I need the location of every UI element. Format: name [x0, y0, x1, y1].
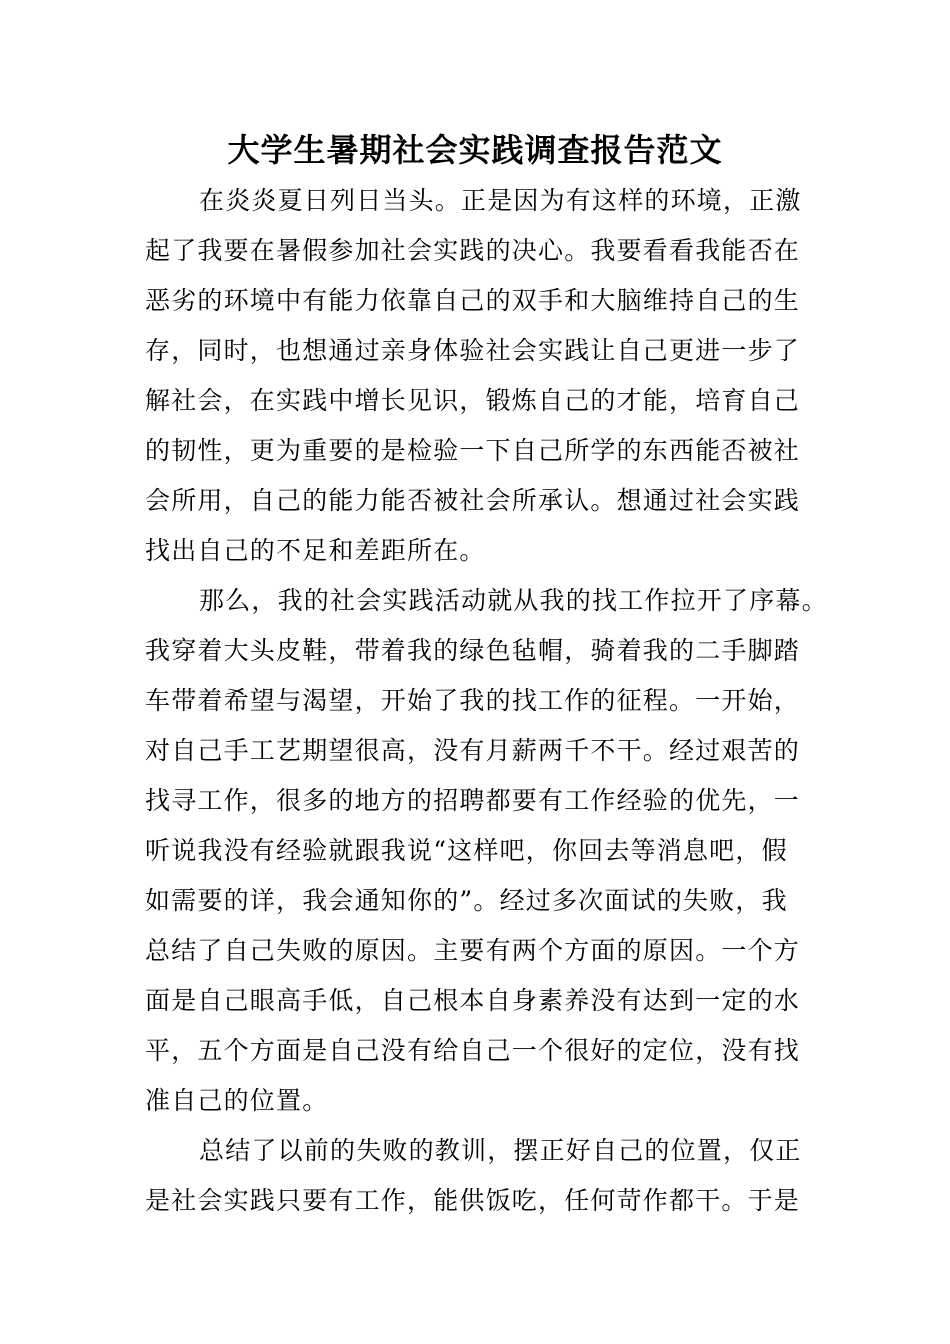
paragraph-3 — [145, 1126, 807, 1226]
text-line: 存，同时，也想通过亲身体验社会实践让自己更进一步了 — [145, 336, 801, 365]
text-line: 起了我要在暑假参加社会实践的决心。我要看看我能否在 — [145, 236, 801, 265]
text-line: 恶劣的环境中有能力依靠自己的双手和大脑维持自己的生 — [145, 286, 801, 315]
text-line: 面是自己眼高手低，自己根本自身素养没有达到一定的水 — [145, 986, 801, 1015]
text-line: 在炎炎夏日列日当头。正是因为有这样的环境，正激 — [199, 186, 802, 215]
text-line: 总结了自己失败的原因。主要有两个方面的原因。一个方 — [145, 936, 801, 965]
text-line: 如需要的详，我会通知你的”。经过多次面试的失败，我 — [145, 886, 788, 915]
text-line: 准自己的位置。 — [145, 1086, 329, 1115]
document-body — [145, 176, 828, 1226]
paragraph-1 — [145, 176, 807, 576]
text-line: 找寻工作，很多的地方的招聘都要有工作经验的优先，一 — [145, 786, 801, 815]
document-title: 大学生暑期社会实践调查报告范文 — [227, 131, 723, 169]
text-line: 的韧性，更为重要的是检验一下自己所学的东西能否被社 — [145, 436, 801, 465]
text-line: 找出自己的不足和差距所在。 — [145, 536, 486, 565]
text-line: 是社会实践只要有工作，能供饭吃，任何苛作都干。于是 — [145, 1186, 801, 1215]
text-line: 总结了以前的失败的教训，摆正好自己的位置，仅正 — [199, 1136, 802, 1165]
text-line: 我穿着大头皮鞋，带着我的绿色毡帽，骑着我的二手脚踏 — [145, 636, 801, 665]
text-line: 平，五个方面是自己没有给自己一个很好的定位，没有找 — [145, 1036, 801, 1065]
text-line: 会所用，自己的能力能否被社会所承认。想通过社会实践 — [145, 486, 801, 515]
text-line: 解社会，在实践中增长见识，锻炼自己的才能，培育自己 — [145, 386, 801, 415]
text-line: 对自己手工艺期望很高，没有月薪两千不干。经过艰苦的 — [145, 736, 801, 765]
text-line: 车带着希望与渴望，开始了我的找工作的征程。一开始， — [145, 686, 801, 715]
text-line: 那么，我的社会实践活动就从我的找工作拉开了序幕。 — [199, 586, 828, 615]
paragraph-2 — [145, 576, 828, 1126]
text-line: 听说我没有经验就跟我说“这样吧，你回去等消息吧，假 — [145, 836, 788, 865]
